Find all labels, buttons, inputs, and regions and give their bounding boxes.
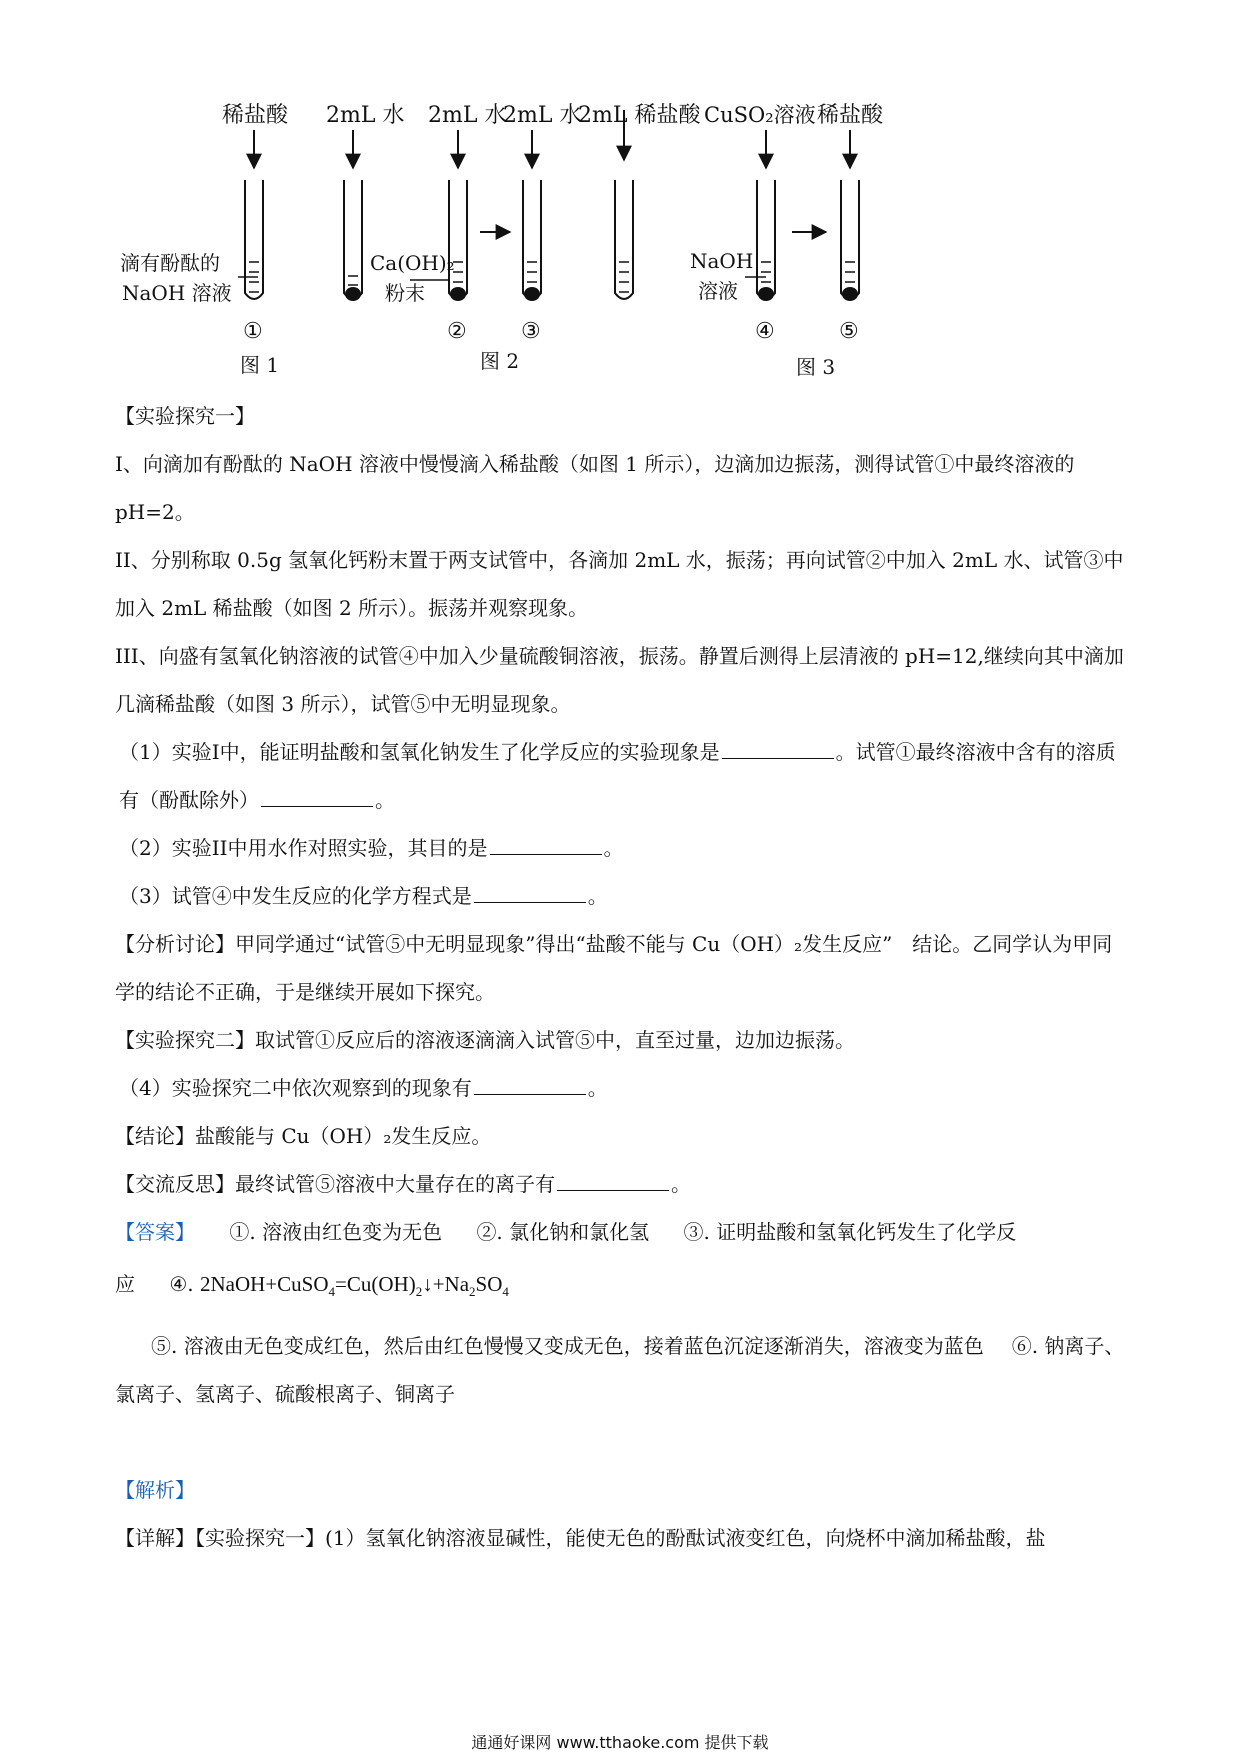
tube-number-3: ③ xyxy=(521,319,541,344)
reagent-label-3: 2mL 水 xyxy=(428,103,507,128)
paragraph-step-I: I、向滴加有酚酞的 NaOH 溶液中慢慢滴入稀盐酸（如图 1 所示），边滴加边振荡，测得试管①中最终溶液的 pH=2。 xyxy=(115,452,1075,524)
reagent-label-2: 2mL 水 xyxy=(326,103,405,128)
section-heading-exp1: 【实验探究一】 xyxy=(115,404,255,428)
analysis-tag: 【解析】 xyxy=(115,1478,195,1503)
test-tube-3 xyxy=(449,180,467,299)
question-1-text-a: （1）实验I中，能证明盐酸和氢氧化钠发生了化学反应的实验现象是 xyxy=(119,740,720,764)
reflection xyxy=(115,1160,1128,1208)
tube-number-5: ⑤ xyxy=(839,319,859,344)
question-body xyxy=(115,392,1128,1562)
answer-blank-6 xyxy=(557,1168,669,1191)
answer-blank-2 xyxy=(261,784,373,807)
answer-blank-4 xyxy=(474,880,586,903)
reflection-text-a: 【交流反思】最终试管⑤溶液中大量存在的离子有 xyxy=(115,1172,555,1196)
reflection-text-b: 。 xyxy=(671,1172,691,1196)
reagent-label-7: 稀盐酸 xyxy=(817,103,884,128)
question-1-text-b: 。试管①最终溶液中含有的溶质有（酚酞除外） xyxy=(119,740,1116,812)
experiment-figure xyxy=(0,0,1240,390)
naoh-phenol-label-line1: 滴有酚酞的 xyxy=(120,251,220,275)
test-tube-6 xyxy=(757,180,775,299)
answer-6: ⑥. 钠离子、氯离子、氢离子、硫酸根离子、铜离子 xyxy=(115,1334,1125,1407)
test-tube-4 xyxy=(523,180,541,299)
answer-2: ②. 氯化钠和氯化氢 xyxy=(476,1220,650,1244)
tube-number-2: ② xyxy=(447,319,467,344)
question-2-text-a: （2）实验II中用水作对照实验，其目的是 xyxy=(119,836,488,860)
naoh-label-line2: 溶液 xyxy=(698,279,738,303)
naoh-phenol-label-line2: NaOH 溶液 xyxy=(122,281,232,305)
question-1-text-c: 。 xyxy=(375,788,395,812)
caoh2-label-line2: 粉末 xyxy=(385,281,425,305)
answer-3-continued: 应 xyxy=(115,1272,135,1296)
caoh2-label-line1: Ca(OH)₂ xyxy=(370,251,455,275)
tube-number-1: ① xyxy=(243,319,263,344)
figure-caption-1: 图 1 xyxy=(240,353,280,377)
question-4-text-a: （4）实验探究二中依次观察到的现象有 xyxy=(119,1076,472,1100)
answer-blank-1 xyxy=(722,736,834,759)
reagent-label-5: 2mL 稀盐酸 xyxy=(578,103,701,128)
analysis-discussion: 【分析讨论】甲同学通过“试管⑤中无明显现象”得出“盐酸不能与 Cu（OH）₂发生反应” 结论。乙同学认为甲同学的结论不正确，于是继续开展如下探究。 xyxy=(115,932,1113,1004)
chemical-equation: $2NaOH+CuSO_4=Cu(OH)_2↓+Na_2SO_4$ xyxy=(200,1272,509,1300)
answer-blank-5 xyxy=(474,1072,586,1095)
figure-caption-3: 图 3 xyxy=(796,355,836,379)
answer-1: ①. 溶液由红色变为无色 xyxy=(229,1220,443,1244)
figure-caption-2: 图 2 xyxy=(480,349,520,373)
answer-blank-3 xyxy=(490,832,602,855)
question-1 xyxy=(115,728,1128,824)
page-footer: 通通好课网 www.tthaoke.com 提供下载 xyxy=(471,1733,769,1752)
question-2-text-b: 。 xyxy=(603,836,624,860)
answer-line-1 xyxy=(115,1208,1128,1256)
reagent-label-4: 2mL 水 xyxy=(503,103,582,128)
paragraph-step-III: III、向盛有氢氧化钠溶液的试管④中加入少量硫酸铜溶液，振荡。静置后测得上层清液的 pH=12,继续向其中滴加几滴稀盐酸（如图 3 所示），试管⑤中无明显现象。 xyxy=(115,644,1124,716)
answer-4-label: ④. xyxy=(169,1272,194,1296)
answer-line-3 xyxy=(115,1322,1128,1418)
naoh-label-line1: NaOH xyxy=(690,249,754,273)
question-3-text-b: 。 xyxy=(587,884,608,908)
reagent-label-1: 稀盐酸 xyxy=(222,103,289,128)
question-4-text-b: 。 xyxy=(587,1076,608,1100)
detail-paragraph: 【详解】【实验探究一】(1）氢氧化钠溶液显碱性，能使无色的酚酞试液变红色，向烧杯中滴加稀盐酸，盐 xyxy=(115,1526,1046,1551)
test-tube-2 xyxy=(344,180,362,299)
paragraph-step-II: II、分别称取 0.5g 氢氧化钙粉末置于两支试管中，各滴加 2mL 水，振荡；再向试管②中加入 2mL 水、试管③中加入 2mL 稀盐酸（如图 2 所示）。振荡并观察现象。 xyxy=(115,548,1124,620)
answer-3: ③. 证明盐酸和氢氧化钙发生了化学反 xyxy=(683,1220,1017,1244)
question-4 xyxy=(115,1064,1128,1112)
test-tube-7 xyxy=(841,180,859,299)
test-tube-1 xyxy=(245,180,263,299)
question-3 xyxy=(115,872,1128,920)
tube-number-4: ④ xyxy=(755,319,775,344)
section-heading-exp2: 【实验探究二】取试管①反应后的溶液逐滴滴入试管⑤中，直至过量，边加边振荡。 xyxy=(115,1028,855,1052)
conclusion: 【结论】盐酸能与 Cu（OH）₂发生反应。 xyxy=(115,1124,492,1148)
answer-tag: 【答案】 xyxy=(115,1220,195,1244)
question-3-text-a: （3）试管④中发生反应的化学方程式是 xyxy=(119,884,472,908)
question-2 xyxy=(115,824,1128,872)
reagent-label-6: CuSO₂溶液 xyxy=(704,103,816,127)
answer-5: ⑤. 溶液由无色变成红色，然后由红色慢慢又变成无色，接着蓝色沉淀逐渐消失，溶液变为蓝色 xyxy=(151,1334,984,1359)
test-tube-5 xyxy=(615,180,633,299)
answer-line-2 xyxy=(115,1260,1128,1316)
